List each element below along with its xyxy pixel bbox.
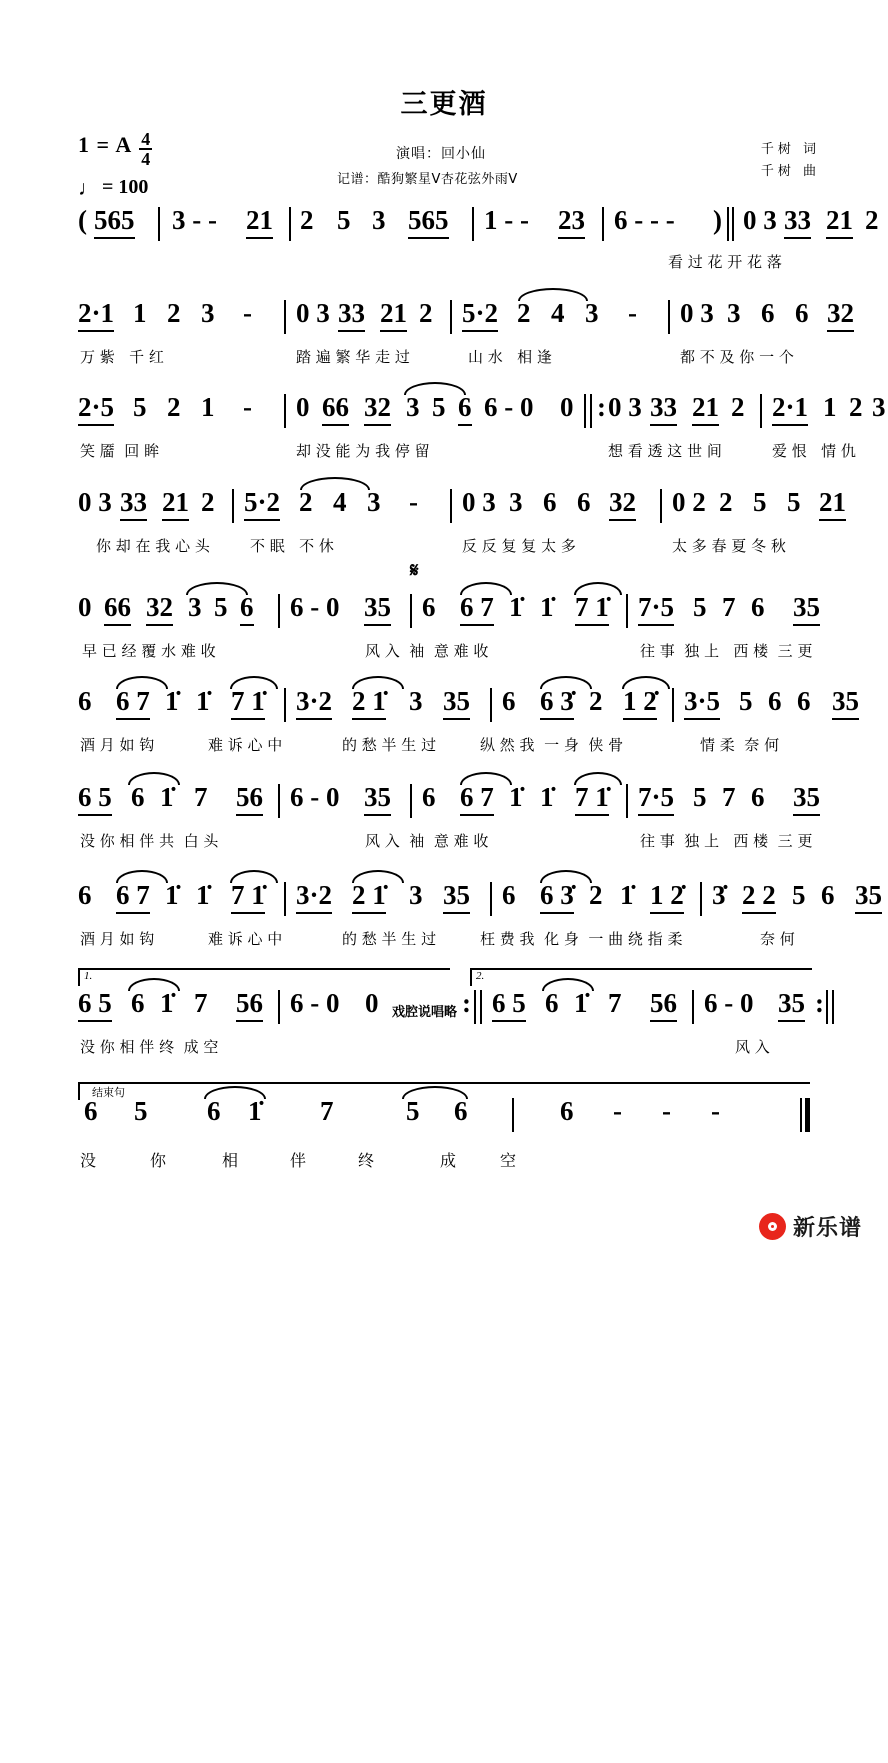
composer-credit: 千树 曲 (760, 164, 820, 179)
second-ending-label: 2. (476, 970, 485, 982)
note-line-7: 6 5 6 1̇ 7 56 6 - 0 35 6 6 7 1̇ 1̇ 7 1̇ 7·5 5 7 6 35 (0, 782, 888, 826)
score-row-9 (0, 988, 888, 1062)
note-line-8: 6 6 7 1̇ 1̇ 7 1̇ 3·2 2 1̇ 3 35 6 6 3̇ 2 1̇ 1 2̇ 3̇ 2 2 5 6 35 (0, 880, 888, 924)
site-logo (759, 1211, 862, 1242)
tempo-marking (78, 176, 152, 199)
lyric-line-7: 没 你 相 伴 共 白 头 风 入 袖 意 难 收 往 事 独 上 西 楼 三 更 (80, 832, 813, 850)
segno-icon: 𝄋 (410, 560, 419, 582)
transcriber-credit: 记谱：酷狗繁星V杏花弦外雨V (337, 172, 518, 187)
first-ending-label: 1. (84, 970, 93, 982)
tempo-value: = 100 (102, 176, 149, 198)
score-row-2 (0, 298, 888, 372)
score-row-6 (0, 686, 888, 760)
key-label: 1 = A (78, 132, 133, 157)
note-line-3: 2·5 5 2 1 - 0 66 32 3 5 6 6 - 0 0 : 0 3 33 21 2 2·1 1 2 3 (0, 392, 888, 436)
lyric-line-6: 酒 月 如 钩 难 诉 心 中 的 愁 半 生 过 纵 然 我 一 身 侠 骨 情 柔 奈 何 (80, 736, 780, 754)
lyric-line-5: 早 已 经 覆 水 难 收 风 入 袖 意 难 收 往 事 独 上 西 楼 三 更 (82, 642, 813, 660)
key-signature-block (78, 129, 152, 200)
lyric-line-1: 看 过 花 开 花 落 (668, 253, 782, 271)
lyric-line-3: 笑 靥 回 眸 却 没 能 为 我 停 留 想 看 透 这 世 间 爱 恨 情 仇 (80, 442, 856, 460)
score-row-1 (0, 205, 888, 277)
note-line-4: 0 3 33 21 2 5·2 2 4 3 - 0 3 3 6 6 32 0 2 2 5 5 21 (0, 487, 888, 531)
note-line-10: 6 5 6 1̇ 7 5 6 6 - - - (0, 1096, 888, 1140)
site-name: 新乐谱 (792, 1216, 862, 1241)
lyric-line-10: 没 你 相 伴 终 成 空 (80, 1151, 517, 1170)
score-row-3 (0, 392, 888, 466)
second-ending-bracket (470, 968, 812, 986)
coda-label: 结束句 (92, 1086, 125, 1099)
score-row-7 (0, 782, 888, 856)
score-row-4 (0, 487, 888, 561)
page-title: 三更酒 (400, 89, 488, 120)
singer-credit: 演唱：回小仙 (396, 146, 486, 162)
score-row-10 (0, 1096, 888, 1174)
time-signature-denominator: 4 (141, 149, 151, 169)
spoken-note-text: 戏腔说唱略 (392, 1005, 458, 1020)
vinyl-record-icon (759, 1213, 786, 1240)
quarter-note-icon: ♩ (78, 176, 99, 200)
time-signature (139, 130, 152, 168)
lyric-line-9: 没 你 相 伴 终 成 空 风 入 (80, 1038, 770, 1056)
score-row-8 (0, 880, 888, 954)
lyric-line-2: 万 紫 千 红 踏 遍 繁 华 走 过 山 水 相 逢 都 不 及 你 一 个 (80, 348, 794, 366)
note-line-1: ( 565 3 - - 21 2 5 3 565 1 - - 23 6 - - - ) 0 3 33 21 2 (0, 205, 888, 249)
note-line-2: 2·1 1 2 3 - 0 3 33 21 2 5·2 2 4 3 - 0 3 3 6 6 32 (0, 298, 888, 342)
time-signature-numerator: 4 (141, 129, 151, 149)
score-row-5 (0, 592, 888, 666)
note-line-5: 0 66 32 3 5 6 6 - 0 35 6 6 7 1̇ 1̇ 7 1̇ 7·5 5 7 6 35 (0, 592, 888, 636)
lyric-line-8: 酒 月 如 钩 难 诉 心 中 的 愁 半 生 过 枉 费 我 化 身 一 曲 绕 指 柔 奈 何 (80, 930, 795, 948)
note-line-9: 6 5 6 1̇ 7 56 6 - 0 0 戏腔说唱略 : 6 5 6 1̇ 7 56 6 - 0 35 : (0, 988, 888, 1032)
lyricist-credit: 千树 词 (760, 142, 820, 157)
note-line-6: 6 6 7 1̇ 1̇ 7 1̇ 3·2 2 1̇ 3 35 6 6 3̇ 2 1 2̇ 3·5 5 6 6 35 (0, 686, 888, 730)
lyric-line-4: 你 却 在 我 心 头 不 眠 不 休 反 反 复 复 太 多 太 多 春 夏 冬 秋 (96, 537, 786, 555)
